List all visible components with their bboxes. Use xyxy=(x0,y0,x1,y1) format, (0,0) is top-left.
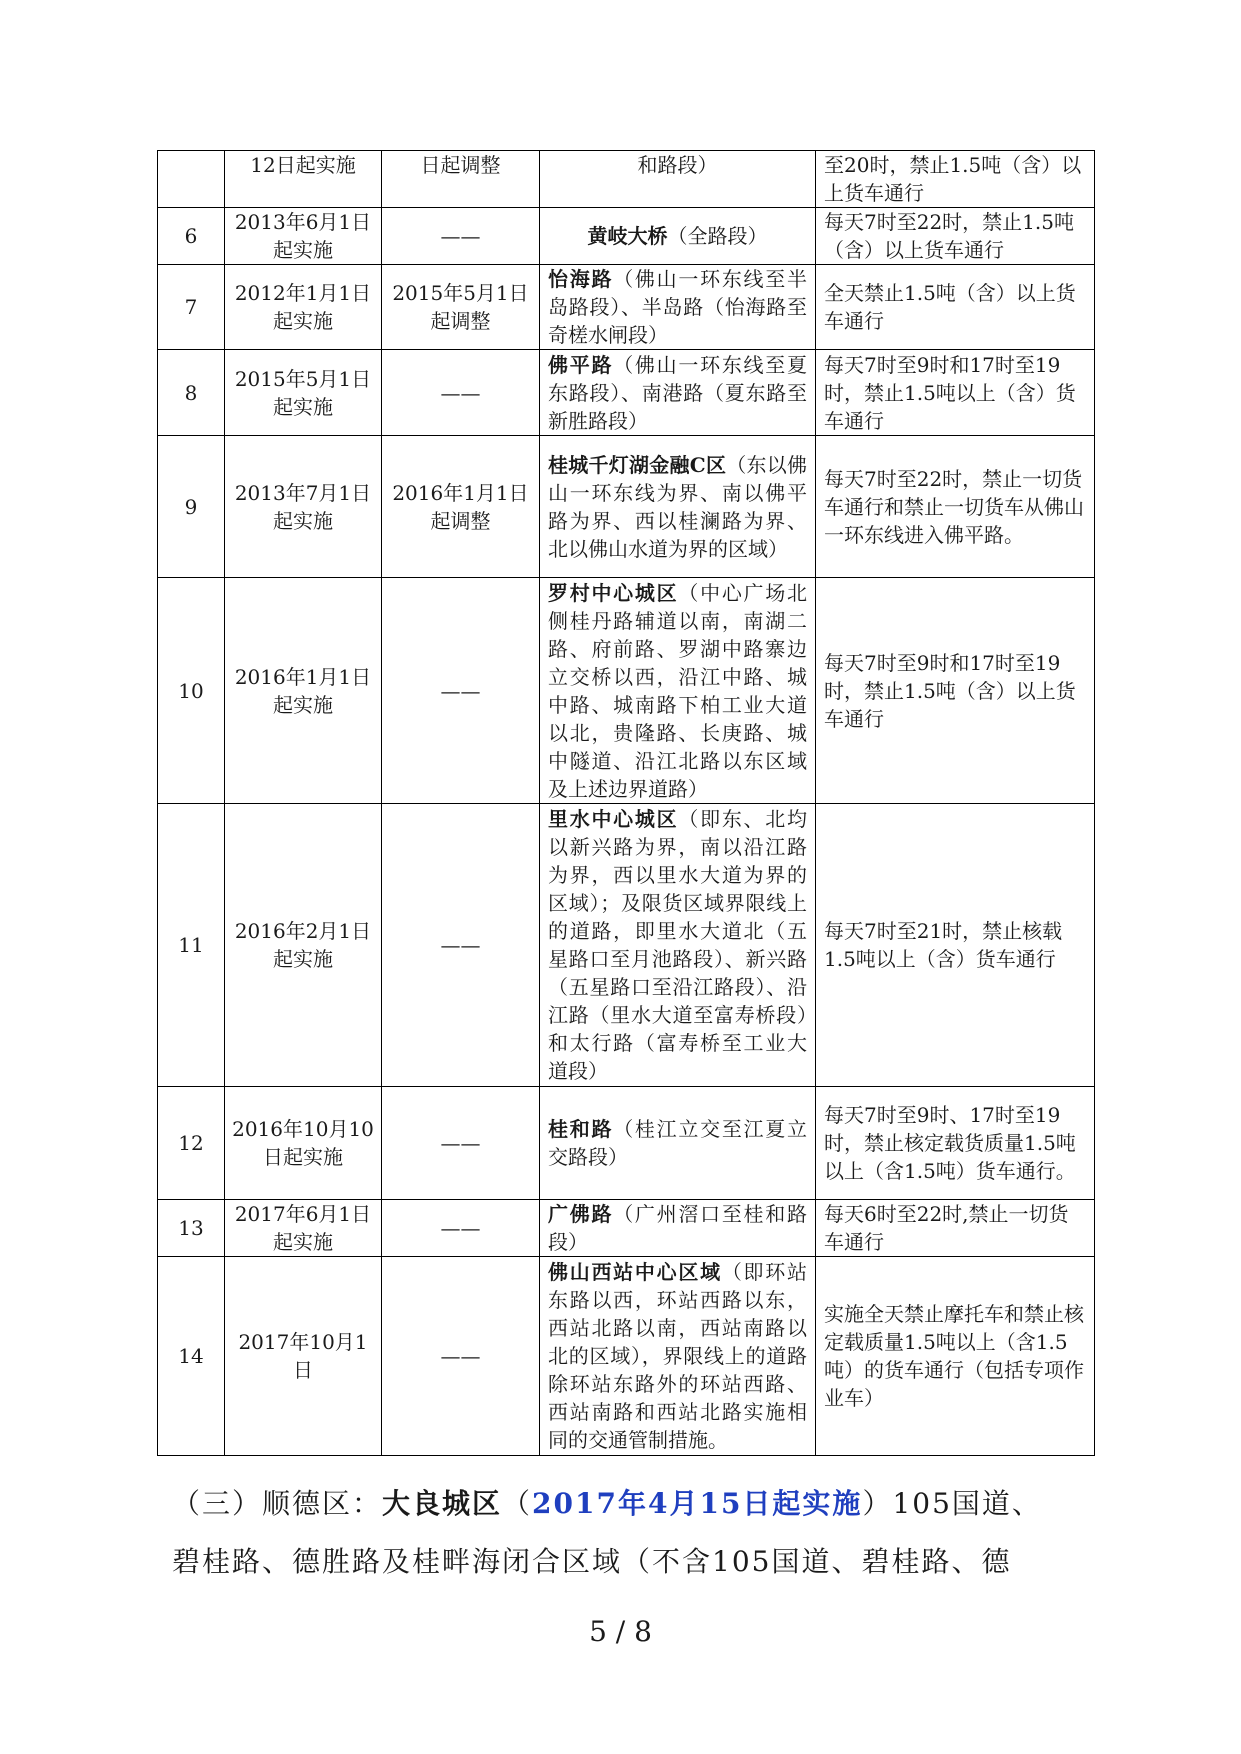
table-row xyxy=(158,1257,1095,1456)
paragraph-text: 105国道、 xyxy=(892,1487,1042,1520)
start-date: 12日起实施 xyxy=(225,151,382,208)
start-date: 2015年5月1日起实施 xyxy=(225,350,382,436)
start-date: 2013年6月1日起实施 xyxy=(225,208,382,265)
road-cell xyxy=(540,151,816,208)
restriction-cell: 每天7时至22时，禁止一切货车通行和禁止一切货车从佛山一环东线进入佛平路。 xyxy=(816,436,1095,578)
road-cell xyxy=(540,1200,816,1257)
table-row xyxy=(158,436,1095,578)
road-detail: （即环站东路以西，环站西路以东，西站北路以南，西站南路以北的区域），界限线上的道路除环站东路外的环站西路、西站南路和西站北路实施相同的交通管制措施。 xyxy=(548,1260,808,1452)
road-cell xyxy=(540,436,816,578)
road-detail: （东以佛山一环东线为界、南以佛平路为界、西以桂澜路为界、北以佛山水道为界的区域） xyxy=(548,452,808,561)
row-number: 8 xyxy=(158,350,225,436)
road-cell xyxy=(540,578,816,804)
page-number: 5 / 8 xyxy=(589,1615,652,1648)
road-name: 佛平路 xyxy=(548,352,614,377)
restriction-cell: 实施全天禁止摩托车和禁止核定载质量1.5吨以上（含1.5吨）的货车通行（包括专项作业车） xyxy=(816,1257,1095,1456)
road-name: 广佛路 xyxy=(548,1202,614,1226)
road-name: 黄岐大桥 xyxy=(587,224,668,248)
adjust-date: 2015年5月1日起调整 xyxy=(382,265,540,350)
restriction-cell: 每天6时至22时,禁止一切货车通行 xyxy=(816,1200,1095,1257)
adjust-date: —— xyxy=(382,1200,540,1257)
close-paren: ） xyxy=(862,1487,893,1520)
table-row xyxy=(158,151,1095,208)
road-detail: （广州滘口至桂和路段） xyxy=(548,1202,808,1254)
start-date: 2016年1月1日起实施 xyxy=(225,578,382,804)
row-number: 14 xyxy=(158,1257,225,1456)
road-cell xyxy=(540,1257,816,1456)
row-number: 11 xyxy=(158,804,225,1087)
adjust-date: —— xyxy=(382,1257,540,1456)
row-number: 12 xyxy=(158,1087,225,1200)
adjust-date: —— xyxy=(382,208,540,265)
road-detail: （桂江立交至江夏立交路段） xyxy=(548,1117,808,1169)
road-name: 里水中心城区 xyxy=(548,807,679,831)
restriction-cell: 全天禁止1.5吨（含）以上货车通行 xyxy=(816,265,1095,350)
table-row xyxy=(158,265,1095,350)
row-number: 10 xyxy=(158,578,225,804)
road-cell xyxy=(540,1087,816,1200)
row-number: 7 xyxy=(158,265,225,350)
road-name: 桂和路 xyxy=(548,1117,614,1141)
restriction-cell: 每天7时至21时，禁止核载1.5吨以上（含）货车通行 xyxy=(816,804,1095,1087)
restriction-cell: 每天7时至9时和17时至19时，禁止1.5吨（含）以上货车通行 xyxy=(816,578,1095,804)
start-date: 2012年1月1日起实施 xyxy=(225,265,382,350)
road-detail: 和路段） xyxy=(637,153,718,177)
table-row xyxy=(158,208,1095,265)
road-detail: （即东、北均以新兴路为界，南以沿江路为界，西以里水大道为界的区域）；及限货区域界限线上的道路，即里水大道北（五星路口至月池路段）、新兴路（五星路口至沿江路段）、沿江路（里水大道至富寿桥段）和太行路（富寿桥至工业大道段） xyxy=(548,807,808,1083)
row-number: 6 xyxy=(158,208,225,265)
road-detail: （全路段） xyxy=(667,224,768,248)
adjust-date: —— xyxy=(382,804,540,1087)
row-number: 9 xyxy=(158,436,225,578)
road-cell xyxy=(540,804,816,1087)
road-cell xyxy=(540,350,816,436)
adjust-date: —— xyxy=(382,1087,540,1200)
section-prefix: （三）顺德区： xyxy=(172,1487,383,1520)
road-name: 佛山西站中心区域 xyxy=(548,1260,722,1284)
area-name: 大良城区 xyxy=(382,1487,503,1520)
paragraph-line-2: 碧桂路、德胜路及桂畔海闭合区域（不含105国道、碧桂路、德 xyxy=(172,1545,1012,1578)
road-detail: （佛山一环东线至半岛路段）、半岛路（怡海路至奇槎水闸段） xyxy=(548,267,808,347)
restriction-cell: 每天7时至9时、17时至19时，禁止核定载货质量1.5吨以上（含1.5吨）货车通行。 xyxy=(816,1087,1095,1200)
table-row xyxy=(158,350,1095,436)
restriction-cell: 每天7时至22时，禁止1.5吨（含）以上货车通行 xyxy=(816,208,1095,265)
adjust-date: —— xyxy=(382,350,540,436)
road-cell xyxy=(540,208,816,265)
start-date: 2013年7月1日起实施 xyxy=(225,436,382,578)
regulation-table xyxy=(157,150,1095,1456)
start-date: 2017年6月1日起实施 xyxy=(225,1200,382,1257)
table-row xyxy=(158,1200,1095,1257)
adjust-date: —— xyxy=(382,578,540,804)
row-number xyxy=(158,151,225,208)
road-name: 怡海路 xyxy=(548,267,614,291)
road-name: 罗村中心城区 xyxy=(548,580,679,605)
effective-date: 2017年4月15日起实施 xyxy=(532,1487,863,1520)
paragraph-line-1 xyxy=(172,1482,1090,1522)
adjust-date: 2016年1月1日起调整 xyxy=(382,436,540,578)
restriction-cell: 至20时，禁止1.5吨（含）以上货车通行 xyxy=(816,151,1095,208)
start-date: 2016年2月1日起实施 xyxy=(225,804,382,1087)
road-detail: （佛山一环东线至夏东路段）、南港路（夏东路至新胜路段） xyxy=(548,352,808,433)
restriction-cell: 每天7时至9时和17时至19时，禁止1.5吨以上（含）货车通行 xyxy=(816,350,1095,436)
road-cell xyxy=(540,265,816,350)
road-name: 桂城千灯湖金融C区 xyxy=(548,452,727,477)
start-date: 2017年10月1日 xyxy=(225,1257,382,1456)
adjust-date: 日起调整 xyxy=(382,151,540,208)
start-date: 2016年10月10日起实施 xyxy=(225,1087,382,1200)
table-row xyxy=(158,1087,1095,1200)
open-paren: （ xyxy=(502,1487,533,1520)
table-row xyxy=(158,804,1095,1087)
table-row xyxy=(158,578,1095,804)
road-detail: （中心广场北侧桂丹路辅道以南，南湖二路、府前路、罗湖中路寨边立交桥以西，沿江中路、城中路、城南路下柏工业大道以北，贵隆路、长庚路、城中隧道、沿江北路以东区域及上述边界道路） xyxy=(548,580,808,801)
table-body xyxy=(158,151,1095,1456)
row-number: 13 xyxy=(158,1200,225,1257)
